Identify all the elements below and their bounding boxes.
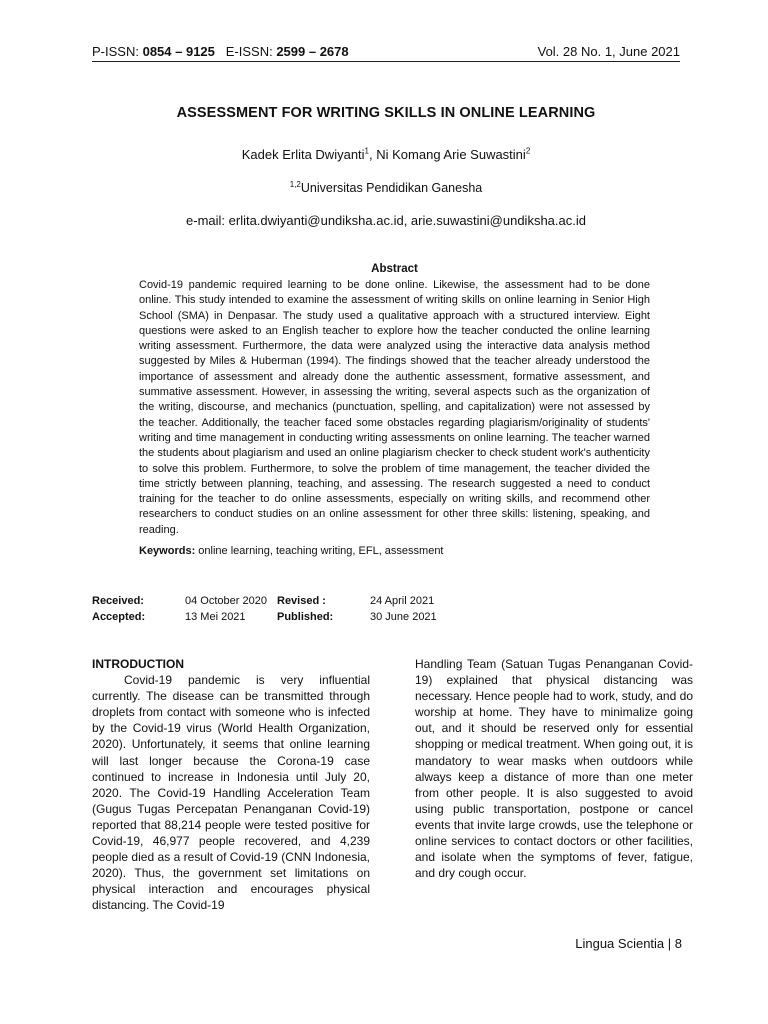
page-footer	[575, 936, 682, 951]
abstract-heading: Abstract	[371, 263, 418, 275]
author-separator: ,	[369, 147, 377, 162]
author-2: Ni Komang Arie Suwastini	[376, 147, 526, 162]
journal-name: Lingua Scientia	[575, 936, 665, 951]
author-1: Kadek Erlita Dwiyanti	[241, 147, 365, 162]
revised-label: Revised :	[277, 595, 326, 607]
email-line: e-mail: erlita.dwiyanti@undiksha.ac.id, arie.suwastini@undiksha.ac.id	[186, 213, 586, 228]
abstract-text: Covid-19 pandemic required learning to be done online. Likewise, the assessment had to be done online. This study intended to examine the assessment of writing skills on online learning in Senior High School (SMA) in Denpasar. The study used a qualitative approach with a structured interview. Eight questions were asked to an English teacher to explore how the teacher conducted the online learning writing assessment. Furthermore, the data were analyzed using the interactive data analysis method suggested by Miles & Huberman (1994). The findings showed that the teacher already understood the importance of assessment and already done the authentic assessment, formative assessment, and summative assessment. However, in assessing the writing, several aspects such as the organization of the writing, discourse, and mechanics (punctuation, spelling, and capitalization) were not assessed by the teacher. Additionally, the teacher faced some obstacles regarding plagiarism/originality of students' writing and time management in conducting writing assessments on online learning. The teacher warned the students about plagiarism and used an online plagiarism checker to check student work's authenticity to solve this problem. Furthermore, to solve the problem of time management, the teacher divided the time strictly between planning, teaching, and assessing. The research suggested a need to conduct training for the teacher to do online assessments, especially on writing skills, and recommend other researchers to conduct studies on an online assessment for other three skills: listening, speaking, and reading.	[139, 279, 650, 536]
published-label: Published:	[277, 611, 334, 623]
body-column-right	[415, 656, 693, 881]
affiliation	[92, 181, 680, 195]
eissn-value: 2599 – 2678	[276, 44, 349, 59]
dates-row-1	[92, 593, 460, 609]
received-label: Received:	[92, 595, 144, 607]
issn-info	[92, 44, 349, 59]
accepted-value: 13 Mei 2021	[185, 611, 246, 623]
keywords	[139, 545, 650, 557]
keywords-value: online learning, teaching writing, EFL, assessment	[195, 545, 444, 557]
pissn-value: 0854 – 9125	[142, 44, 215, 59]
page-number: 8	[674, 936, 682, 951]
footer-separator: |	[664, 936, 675, 951]
received-value: 04 October 2020	[185, 595, 267, 607]
affiliation-sup: 1,2	[289, 179, 301, 189]
accepted-label: Accepted:	[92, 611, 146, 623]
body-column-left	[92, 656, 370, 914]
author-1-sup: 1	[364, 146, 369, 156]
introduction-paragraph-left: Covid-19 pandemic is very influential currently. The disease can be transmitted through droplets from contact with someone who is infected by the Covid-19 virus (World Health Organization, 2020). Unfortunately, it seems that online learning will last longer because the Corona-19 case continued to increase in Indonesia until July 20, 2020. The Covid-19 Handling Acceleration Team (Gugus Tugas Percepatan Penanganan Covid-19) reported that 88,214 people were tested positive for Covid-19, 46,977 people recovered, and 4,239 people died as a result of Covid-19 (CNN Indonesia, 2020). Thus, the government set limitations on physical interaction and encourages physical distancing. The Covid-19	[92, 673, 370, 913]
introduction-paragraph-right: Handling Team (Satuan Tugas Penanganan Covid-19) explained that physical distancing was necessary. Hence people had to work, study, and do worship at home. They have to minimalize going out, and it should be reserved only for essential shopping or medical treatment. When going out, it is mandatory to wear masks when outdoors while always keep a distance of more than one meter from other people. It is also suggested to avoid using public transportation, postpone or cancel events that invite large crowds, use the telephone or online services to contact doctors or other facilities, and isolate when the symptoms of fever, fatigue, and dry cough occur.	[415, 657, 693, 881]
keywords-label: Keywords:	[139, 545, 196, 557]
dates-row-2	[92, 609, 460, 625]
pissn-label: P-ISSN:	[92, 44, 139, 59]
published-value: 30 June 2021	[370, 611, 437, 623]
eissn-label: E-ISSN:	[225, 44, 273, 59]
volume-info: Vol. 28 No. 1, June 2021	[537, 44, 680, 59]
running-header	[92, 44, 680, 62]
author-line	[92, 147, 680, 162]
author-2-sup: 2	[525, 146, 531, 156]
paper-title: ASSESSMENT FOR WRITING SKILLS IN ONLINE LEARNING	[176, 105, 596, 121]
revised-value: 24 April 2021	[370, 595, 435, 607]
affiliation-name: Universitas Pendidikan Ganesha	[300, 181, 483, 195]
submission-dates	[92, 593, 460, 625]
introduction-heading: INTRODUCTION	[92, 657, 184, 671]
